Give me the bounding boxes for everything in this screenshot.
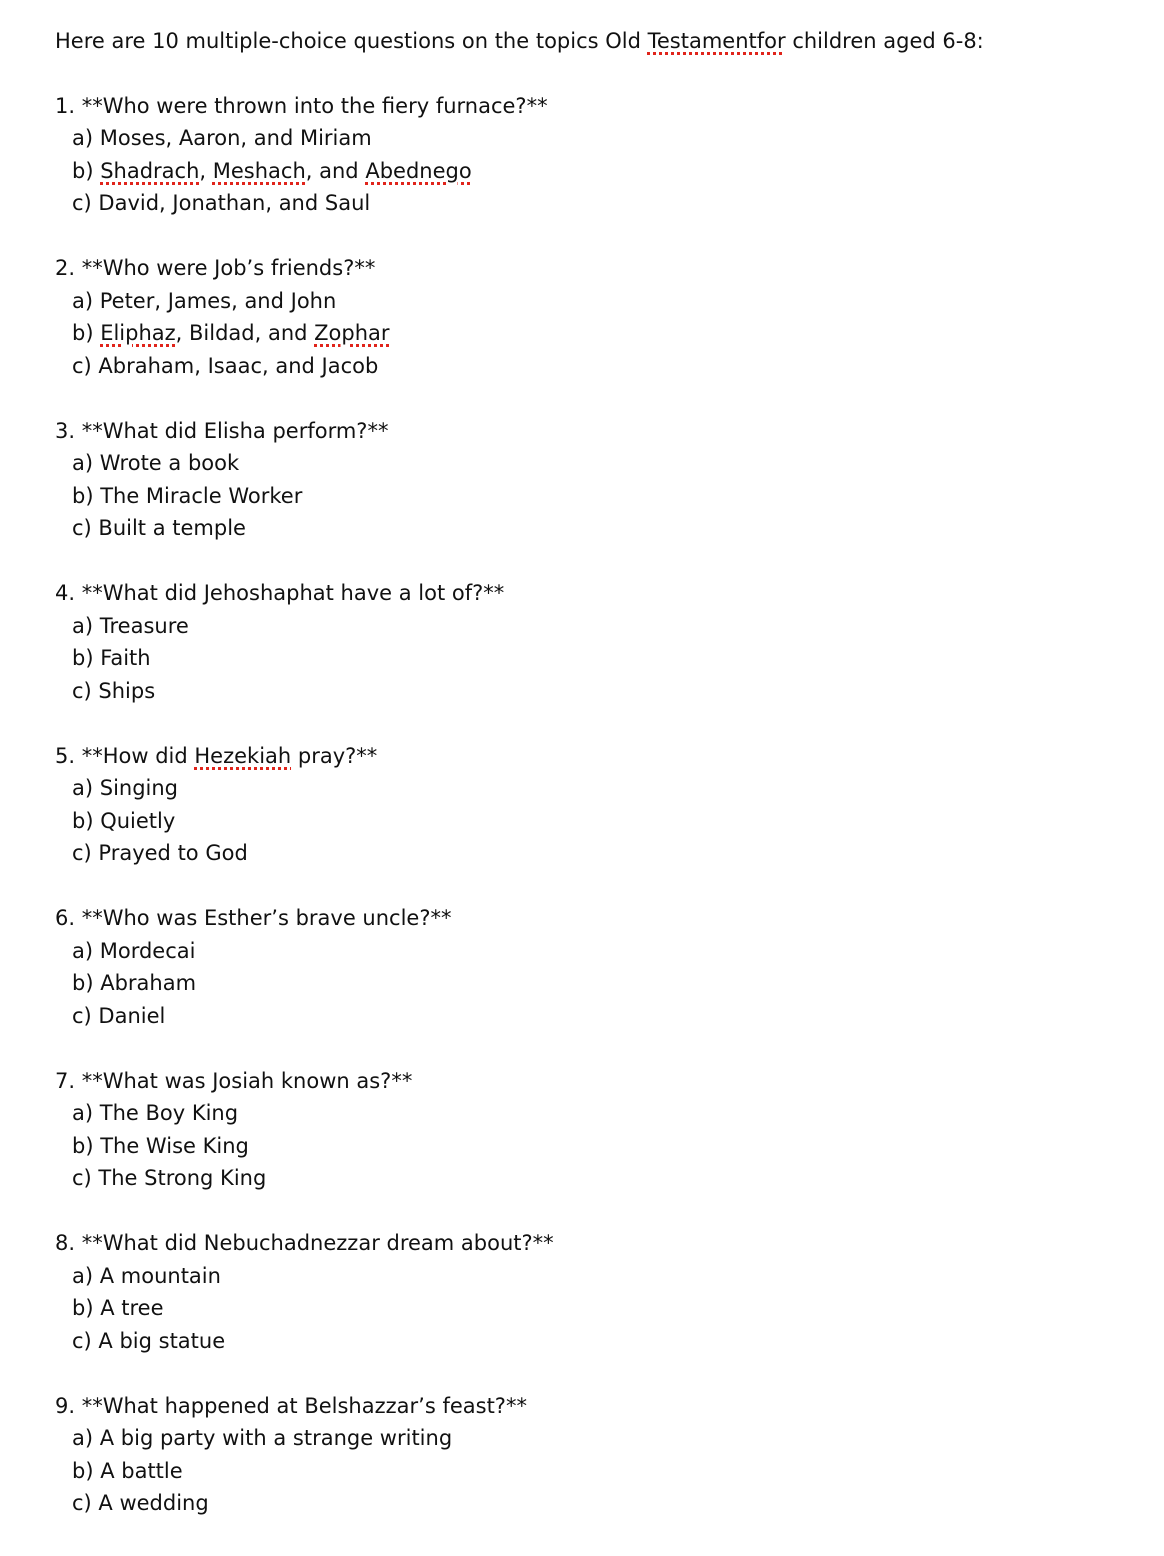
answer-option: a) Moses, Aaron, and Miriam — [72, 126, 372, 150]
answer-option: c) The Strong King — [72, 1166, 267, 1190]
answer-option: b) Quietly — [72, 809, 176, 833]
intro-text-after: children aged 6-8: — [785, 29, 984, 53]
answer-option: b) Eliphaz, Bildad, and Zophar — [72, 321, 390, 345]
answer-option: b) The Miracle Worker — [72, 484, 303, 508]
answer-option: b) Faith — [72, 646, 151, 670]
question-text: 1. **Who were thrown into the fiery furnace?** — [55, 94, 548, 118]
question-text: 3. **What did Elisha perform?** — [55, 419, 389, 443]
answer-option: a) A mountain — [72, 1264, 221, 1288]
spellcheck-flagged-word: Meshach — [212, 159, 306, 183]
answer-option: c) Built a temple — [72, 516, 246, 540]
answer-option: b) The Wise King — [72, 1134, 249, 1158]
answer-option: a) Mordecai — [72, 939, 196, 963]
answer-option: c) Abraham, Isaac, and Jacob — [72, 354, 379, 378]
answer-option: b) Abraham — [72, 971, 197, 995]
spellcheck-flagged-word: Abednego — [365, 159, 472, 183]
question-text: 2. **Who were Job’s friends?** — [55, 256, 376, 280]
answer-option: b) A tree — [72, 1296, 164, 1320]
answer-option: a) Treasure — [72, 614, 189, 638]
answer-option: a) Peter, James, and John — [72, 289, 337, 313]
answer-option: c) David, Jonathan, and Saul — [72, 191, 371, 215]
question-text: 9. **What happened at Belshazzar’s feast?** — [55, 1394, 527, 1418]
answer-option: b) Shadrach, Meshach, and Abednego — [72, 159, 472, 183]
answer-option: a) Wrote a book — [72, 451, 240, 475]
answer-option: b) A battle — [72, 1459, 183, 1483]
spellcheck-flagged-word: Zophar — [314, 321, 390, 345]
question-text: 4. **What did Jehoshaphat have a lot of?** — [55, 581, 505, 605]
spellcheck-flagged-word: Eliphaz — [100, 321, 176, 345]
question-text: 8. **What did Nebuchadnezzar dream about?** — [55, 1231, 554, 1255]
answer-option: c) A wedding — [72, 1491, 209, 1515]
intro-text-before: Here are 10 multiple-choice questions on the topics Old — [55, 29, 648, 53]
intro-flagged-word: Testamentfor — [647, 29, 786, 53]
answer-option: c) Ships — [72, 679, 156, 703]
spellcheck-flagged-word: Hezekiah — [194, 744, 292, 768]
answer-option: a) A big party with a strange writing — [72, 1426, 453, 1450]
answer-option: a) The Boy King — [72, 1101, 239, 1125]
spellcheck-flagged-word: Shadrach — [100, 159, 200, 183]
answer-option: c) Daniel — [72, 1004, 166, 1028]
answer-option: c) A big statue — [72, 1329, 226, 1353]
question-text: 5. **How did Hezekiah pray?** — [55, 744, 378, 768]
answer-option: c) Prayed to God — [72, 841, 248, 865]
intro-paragraph — [55, 27, 984, 55]
answer-option: a) Singing — [72, 776, 179, 800]
question-text: 7. **What was Josiah known as?** — [55, 1069, 413, 1093]
question-text: 6. **Who was Esther’s brave uncle?** — [55, 906, 452, 930]
